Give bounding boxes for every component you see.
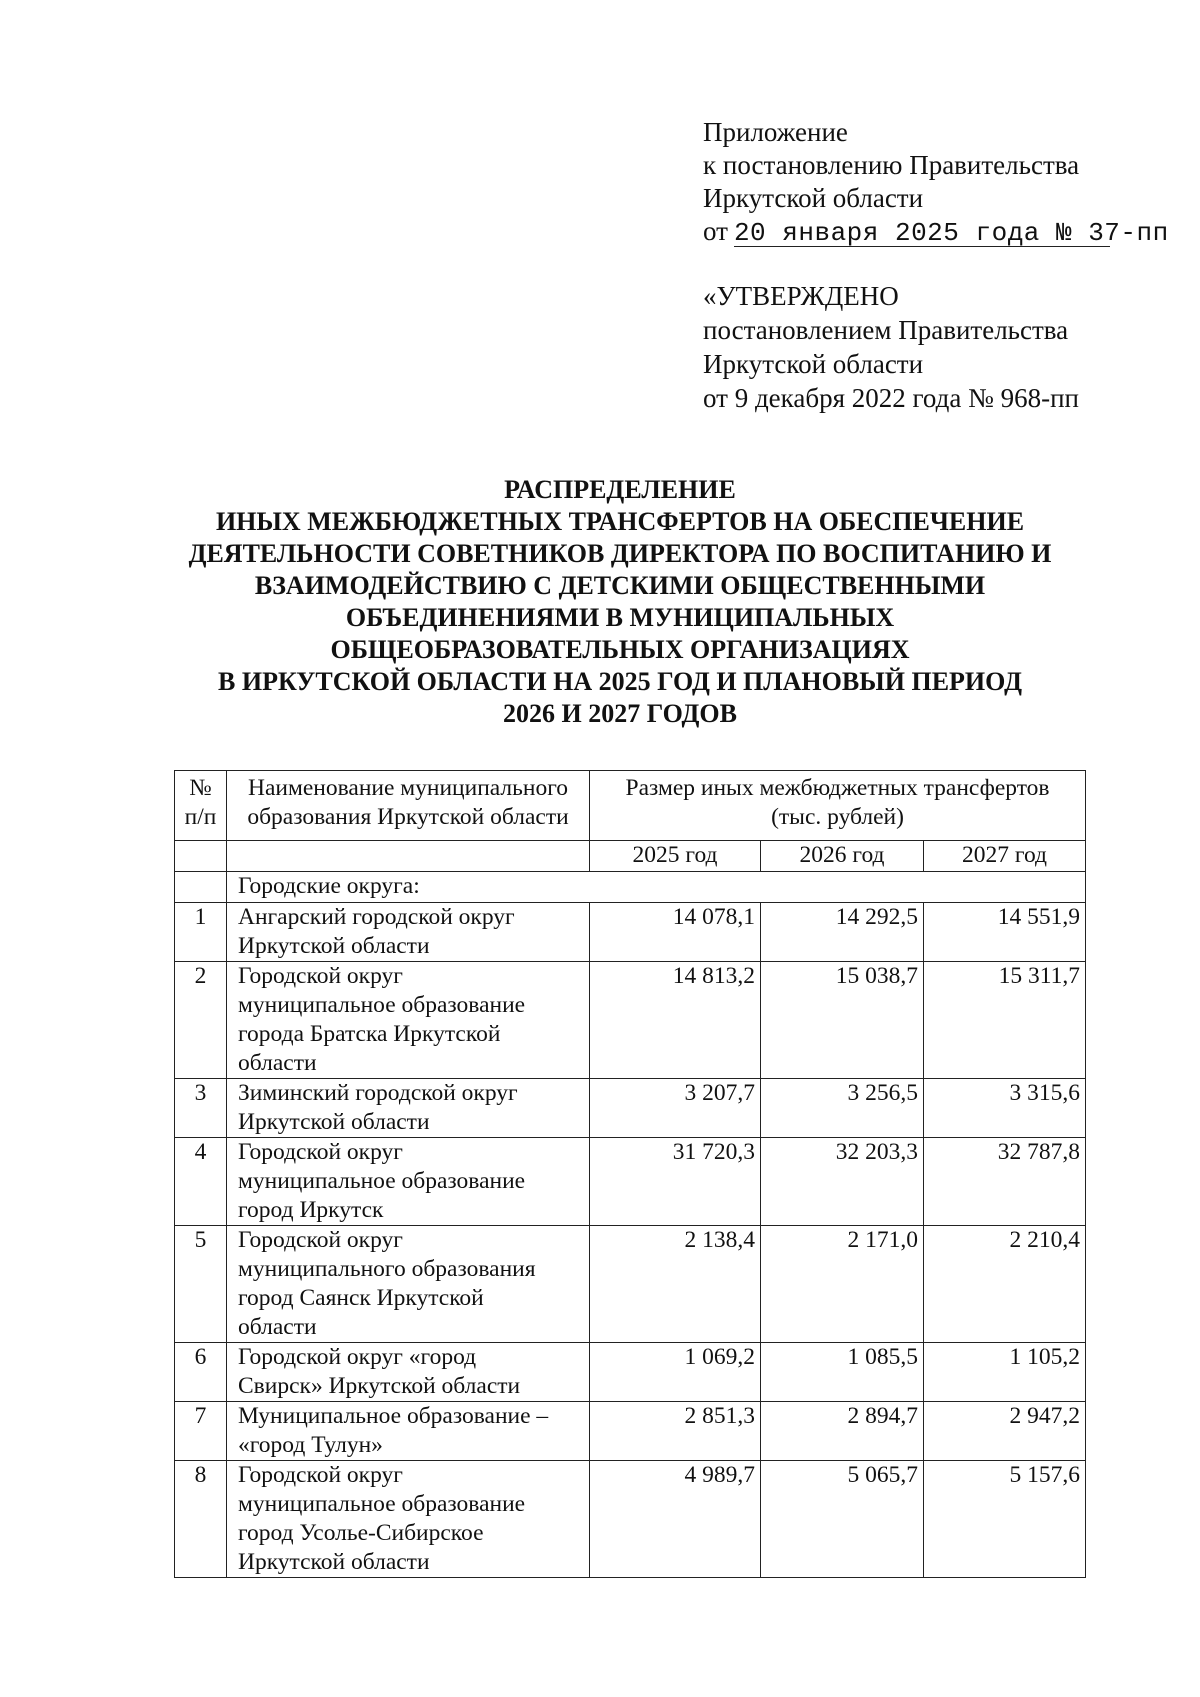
municipality-name-line: муниципального образования — [238, 1256, 536, 1282]
appendix-line: Иркутской области — [703, 183, 924, 213]
amount-2025: 2 851,3 — [590, 1402, 761, 1461]
decree-date: 20 января 2025 года № 37-пп — [733, 218, 1169, 248]
title-line: В ИРКУТСКОЙ ОБЛАСТИ НА 2025 ГОД И ПЛАНОВЫЙ ПЕРИОД — [218, 667, 1022, 696]
amount-2027: 15 311,7 — [924, 962, 1086, 1079]
row-number: 8 — [175, 1461, 227, 1578]
amount-2026: 2 894,7 — [761, 1402, 924, 1461]
municipality-name-line: Иркутской области — [238, 1109, 430, 1135]
appendix-date-line — [703, 215, 1169, 250]
municipality-name-line: город Иркутск — [238, 1197, 384, 1223]
municipality-name-line: Зиминский городской округ — [238, 1080, 518, 1106]
year-2027-header: 2027 год — [924, 841, 1086, 872]
row-number: 2 — [175, 962, 227, 1079]
municipality-name-line: «город Тулун» — [238, 1432, 383, 1458]
municipality-name — [227, 1343, 590, 1402]
appendix-line: к постановлению Правительства — [703, 150, 1080, 180]
municipality-name-line: Городской округ — [238, 1227, 403, 1253]
year-2025-header: 2025 год — [590, 841, 761, 872]
municipality-name-line: Городской округ — [238, 1139, 403, 1165]
amount-2026: 15 038,7 — [761, 962, 924, 1079]
date-underline — [734, 246, 1110, 247]
amount-2026: 14 292,5 — [761, 903, 924, 962]
header-name-line: Наименование муниципального — [248, 775, 568, 801]
approved-line: от 9 декабря 2022 года № 968-пп — [703, 383, 1080, 413]
amount-2025: 14 813,2 — [590, 962, 761, 1079]
header-amount-line: Размер иных межбюджетных трансфертов — [625, 775, 1050, 801]
municipality-name-line: Городской округ «город — [238, 1344, 477, 1370]
amount-2027: 3 315,6 — [924, 1079, 1086, 1138]
header-amount-line: (тыс. рублей) — [771, 804, 904, 830]
table-row — [175, 1461, 1086, 1578]
municipality-name-line: города Братска Иркутской — [238, 1021, 501, 1047]
title-line: ОБЩЕОБРАЗОВАТЕЛЬНЫХ ОРГАНИЗАЦИЯХ — [330, 635, 910, 664]
amount-2027: 32 787,8 — [924, 1138, 1086, 1226]
row-number: 3 — [175, 1079, 227, 1138]
group-label: Городские округа: — [227, 872, 1086, 903]
table-row — [175, 1226, 1086, 1343]
amount-2025: 31 720,3 — [590, 1138, 761, 1226]
title-line: ВЗАИМОДЕЙСТВИЮ С ДЕТСКИМИ ОБЩЕСТВЕННЫМИ — [254, 571, 986, 600]
amount-2027: 2 947,2 — [924, 1402, 1086, 1461]
municipality-name-line: муниципальное образование — [238, 1168, 526, 1194]
row-number: 7 — [175, 1402, 227, 1461]
municipality-name-line: Городской округ — [238, 1462, 403, 1488]
table-row — [175, 1079, 1086, 1138]
amount-2026: 2 171,0 — [761, 1226, 924, 1343]
amount-2025: 4 989,7 — [590, 1461, 761, 1578]
date-prefix: от — [703, 216, 728, 246]
municipality-name-line: области — [238, 1050, 317, 1076]
municipality-name-line: город Усолье-Сибирское — [238, 1520, 484, 1546]
municipality-name-line: Муниципальное образование – — [238, 1403, 549, 1429]
municipality-name-line: Иркутской области — [238, 1549, 430, 1575]
municipality-name-line: муниципальное образование — [238, 992, 526, 1018]
municipality-name-line: Городской округ — [238, 963, 403, 989]
municipality-name — [227, 1402, 590, 1461]
amount-2026: 32 203,3 — [761, 1138, 924, 1226]
year-2026-header: 2026 год — [761, 841, 924, 872]
municipality-name — [227, 1079, 590, 1138]
title-line: 2026 И 2027 ГОДОВ — [503, 699, 737, 728]
approved-line: «УТВЕРЖДЕНО — [703, 281, 899, 311]
title-line: ИНЫХ МЕЖБЮДЖЕТНЫХ ТРАНСФЕРТОВ НА ОБЕСПЕЧЕНИЕ — [215, 507, 1025, 536]
municipality-name-line: области — [238, 1314, 317, 1340]
amount-2026: 3 256,5 — [761, 1079, 924, 1138]
table-row — [175, 962, 1086, 1079]
municipality-name-line: Иркутской области — [238, 933, 430, 959]
header-num-line: № — [189, 775, 212, 801]
municipality-name — [227, 903, 590, 962]
header-amount — [590, 771, 1086, 841]
approved-line: постановлением Правительства — [703, 315, 1069, 345]
amount-2025: 14 078,1 — [590, 903, 761, 962]
amount-2027: 1 105,2 — [924, 1343, 1086, 1402]
header-num-line: п/п — [184, 804, 217, 830]
amount-2027: 2 210,4 — [924, 1226, 1086, 1343]
municipality-name — [227, 1226, 590, 1343]
municipality-name-line: муниципальное образование — [238, 1491, 526, 1517]
amount-2025: 1 069,2 — [590, 1343, 761, 1402]
municipality-name-line: Свирск» Иркутской области — [238, 1373, 521, 1399]
appendix-block — [703, 116, 1169, 250]
title-line: ДЕЯТЕЛЬНОСТИ СОВЕТНИКОВ ДИРЕКТОРА ПО ВОСПИТАНИЮ И — [188, 539, 1052, 568]
municipality-name — [227, 962, 590, 1079]
table-row — [175, 1138, 1086, 1226]
row-number: 4 — [175, 1138, 227, 1226]
table-row — [175, 903, 1086, 962]
row-number: 1 — [175, 903, 227, 962]
table-years-row — [175, 841, 1086, 872]
amount-2027: 5 157,6 — [924, 1461, 1086, 1578]
row-number: 6 — [175, 1343, 227, 1402]
amount-2026: 1 085,5 — [761, 1343, 924, 1402]
table-row — [175, 1343, 1086, 1402]
municipality-name — [227, 1138, 590, 1226]
municipality-name-line: город Саянск Иркутской — [238, 1285, 484, 1311]
amount-2026: 5 065,7 — [761, 1461, 924, 1578]
header-num — [175, 771, 227, 841]
empty-cell — [227, 841, 590, 872]
row-number: 5 — [175, 1226, 227, 1343]
approved-block — [703, 279, 1079, 415]
amount-2027: 14 551,9 — [924, 903, 1086, 962]
municipality-name-line: Ангарский городской округ — [238, 904, 515, 930]
distribution-table — [174, 770, 1086, 1578]
title-line: РАСПРЕДЕЛЕНИЕ — [504, 475, 736, 504]
title-line: ОБЪЕДИНЕНИЯМИ В МУНИЦИПАЛЬНЫХ — [345, 603, 895, 632]
amount-2025: 3 207,7 — [590, 1079, 761, 1138]
empty-cell — [175, 841, 227, 872]
appendix-line: Приложение — [703, 117, 848, 147]
table-row — [175, 1402, 1086, 1461]
municipality-name — [227, 1461, 590, 1578]
amount-2025: 2 138,4 — [590, 1226, 761, 1343]
empty-cell — [175, 872, 227, 903]
approved-line: Иркутской области — [703, 349, 924, 379]
header-name — [227, 771, 590, 841]
table-header-row — [175, 771, 1086, 841]
group-row — [175, 872, 1086, 903]
document-title — [150, 474, 1090, 730]
header-name-line: образования Иркутской области — [247, 804, 569, 830]
